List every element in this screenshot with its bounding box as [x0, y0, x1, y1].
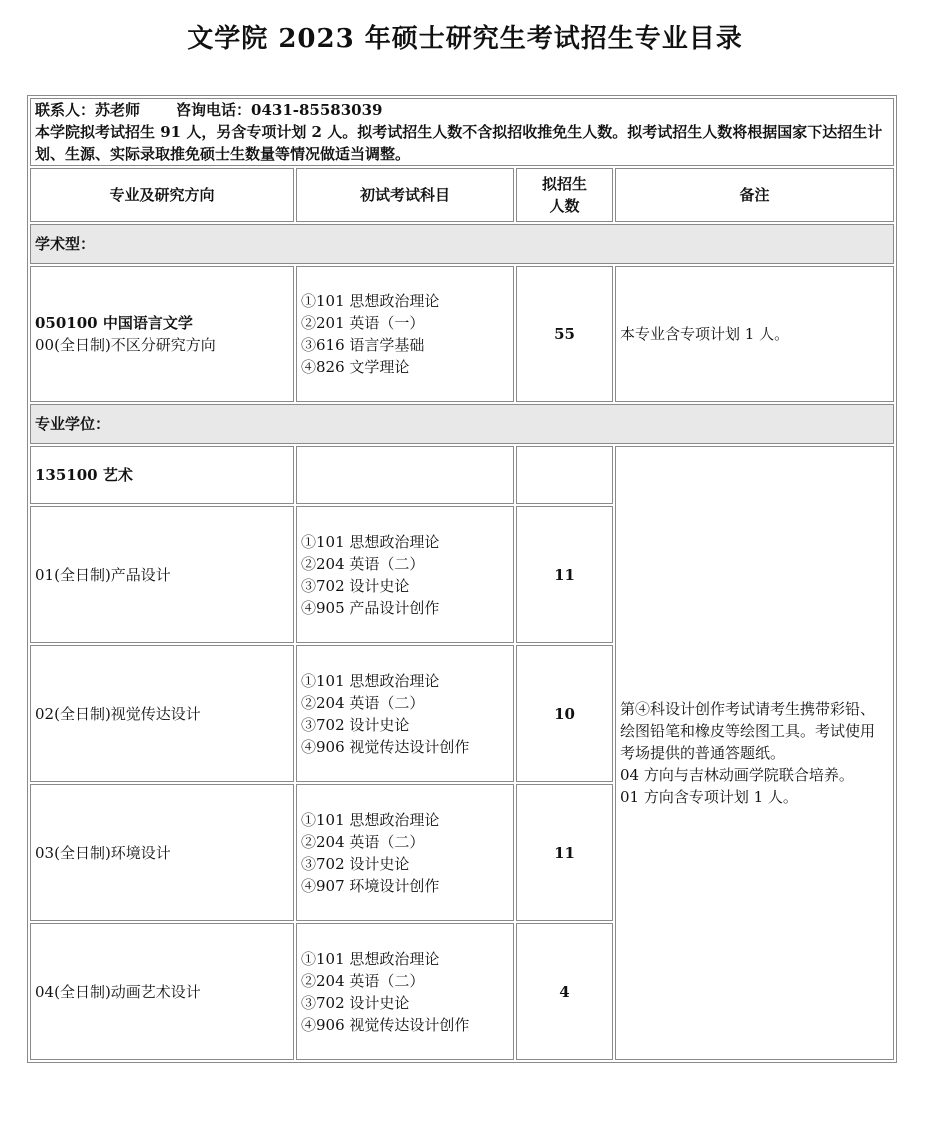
subject-item: ③616 语言学基础 — [301, 336, 425, 354]
section-professional-row — [30, 404, 894, 444]
subject-item: ④905 产品设计创作 — [301, 598, 440, 617]
art-major: 135100 艺术 — [30, 446, 294, 504]
subject-item: ①101 思想政治理论 — [301, 532, 440, 551]
header-count — [516, 168, 613, 222]
contact-row — [30, 98, 894, 166]
header-row — [30, 168, 894, 222]
subject-item: ②204 英语（二） — [301, 832, 425, 851]
academic-subjects — [296, 266, 514, 402]
subject-item: ③702 设计史论 — [301, 993, 410, 1012]
contact-line — [35, 99, 889, 121]
art-subjects-empty — [296, 446, 514, 504]
contact-cell — [30, 98, 894, 166]
subject-item: ②204 英语（二） — [301, 554, 425, 573]
header-subjects: 初试考试科目 — [296, 168, 514, 222]
subject-item: ③702 设计史论 — [301, 854, 410, 873]
header-count-line2: 人数 — [549, 197, 580, 215]
art-remark-2: 04 方向与吉林动画学院联合培养。 — [620, 766, 854, 784]
table-row — [30, 266, 894, 402]
direction-count: 10 — [516, 645, 613, 782]
direction-count: 4 — [516, 923, 613, 1060]
academic-major-cell — [30, 266, 294, 402]
direction-count: 11 — [516, 506, 613, 643]
subject-item: ③702 设计史论 — [301, 576, 410, 595]
direction-name: 03(全日制)环境设计 — [30, 784, 294, 921]
subject-item: ①101 思想政治理论 — [301, 671, 440, 690]
art-count-empty — [516, 446, 613, 504]
subject-item: ④906 视觉传达设计创作 — [301, 1015, 470, 1034]
subject-item: ②204 英语（二） — [301, 693, 425, 712]
direction-count: 11 — [516, 784, 613, 921]
subject-item: ②204 英语（二） — [301, 971, 425, 990]
academic-direction: 00(全日制)不区分研究方向 — [35, 336, 216, 354]
header-count-line1: 拟招生 — [541, 175, 587, 193]
art-remark: 第④科设计创作考试请考生携带彩铅、绘图铅笔和橡皮等绘图工具。考试使用考场提供的普通答题纸。 — [620, 700, 876, 762]
enrollment-note: 本学院拟考试招生 91 人，另含专项计划 2 人。拟考试招生人数不含拟招收推免生人数。拟考试招生人数将根据国家下达招生计划、生源、实际录取推免硕士生数量等情况做适当调整。 — [35, 123, 883, 163]
academic-remark: 本专业含专项计划 1 人。 — [615, 266, 894, 402]
subject-item: ①101 思想政治理论 — [301, 949, 440, 968]
art-remark-3: 01 方向含专项计划 1 人。 — [620, 788, 798, 806]
header-remark: 备注 — [615, 168, 894, 222]
direction-subjects — [296, 784, 514, 921]
direction-name: 04(全日制)动画艺术设计 — [30, 923, 294, 1060]
direction-subjects — [296, 506, 514, 643]
academic-major: 050100 中国语言文学 — [35, 314, 193, 332]
section-academic-row — [30, 224, 894, 264]
contact-person: 联系人：苏老师 — [35, 101, 141, 119]
page-title: 文学院 2023 年硕士研究生考试招生专业目录 — [187, 24, 743, 54]
header-major: 专业及研究方向 — [30, 168, 294, 222]
subject-item: ①101 思想政治理论 — [301, 810, 440, 829]
section-academic: 学术型： — [30, 224, 894, 264]
subject-item: ①101 思想政治理论 — [301, 292, 440, 310]
direction-name: 01(全日制)产品设计 — [30, 506, 294, 643]
art-remark-cell — [615, 446, 894, 1060]
table-row — [30, 446, 894, 504]
section-professional: 专业学位： — [30, 404, 894, 444]
subject-item: ③702 设计史论 — [301, 715, 410, 734]
catalog-table — [27, 95, 897, 1063]
subject-item: ④826 文学理论 — [301, 358, 410, 376]
contact-phone: 咨询电话：0431-85583039 — [176, 101, 383, 119]
direction-subjects — [296, 923, 514, 1060]
subject-item: ④906 视觉传达设计创作 — [301, 737, 470, 756]
direction-subjects — [296, 645, 514, 782]
subject-item: ④907 环境设计创作 — [301, 876, 440, 895]
direction-name: 02(全日制)视觉传达设计 — [30, 645, 294, 782]
subject-item: ②201 英语（一） — [301, 314, 425, 332]
academic-count: 55 — [516, 266, 613, 402]
